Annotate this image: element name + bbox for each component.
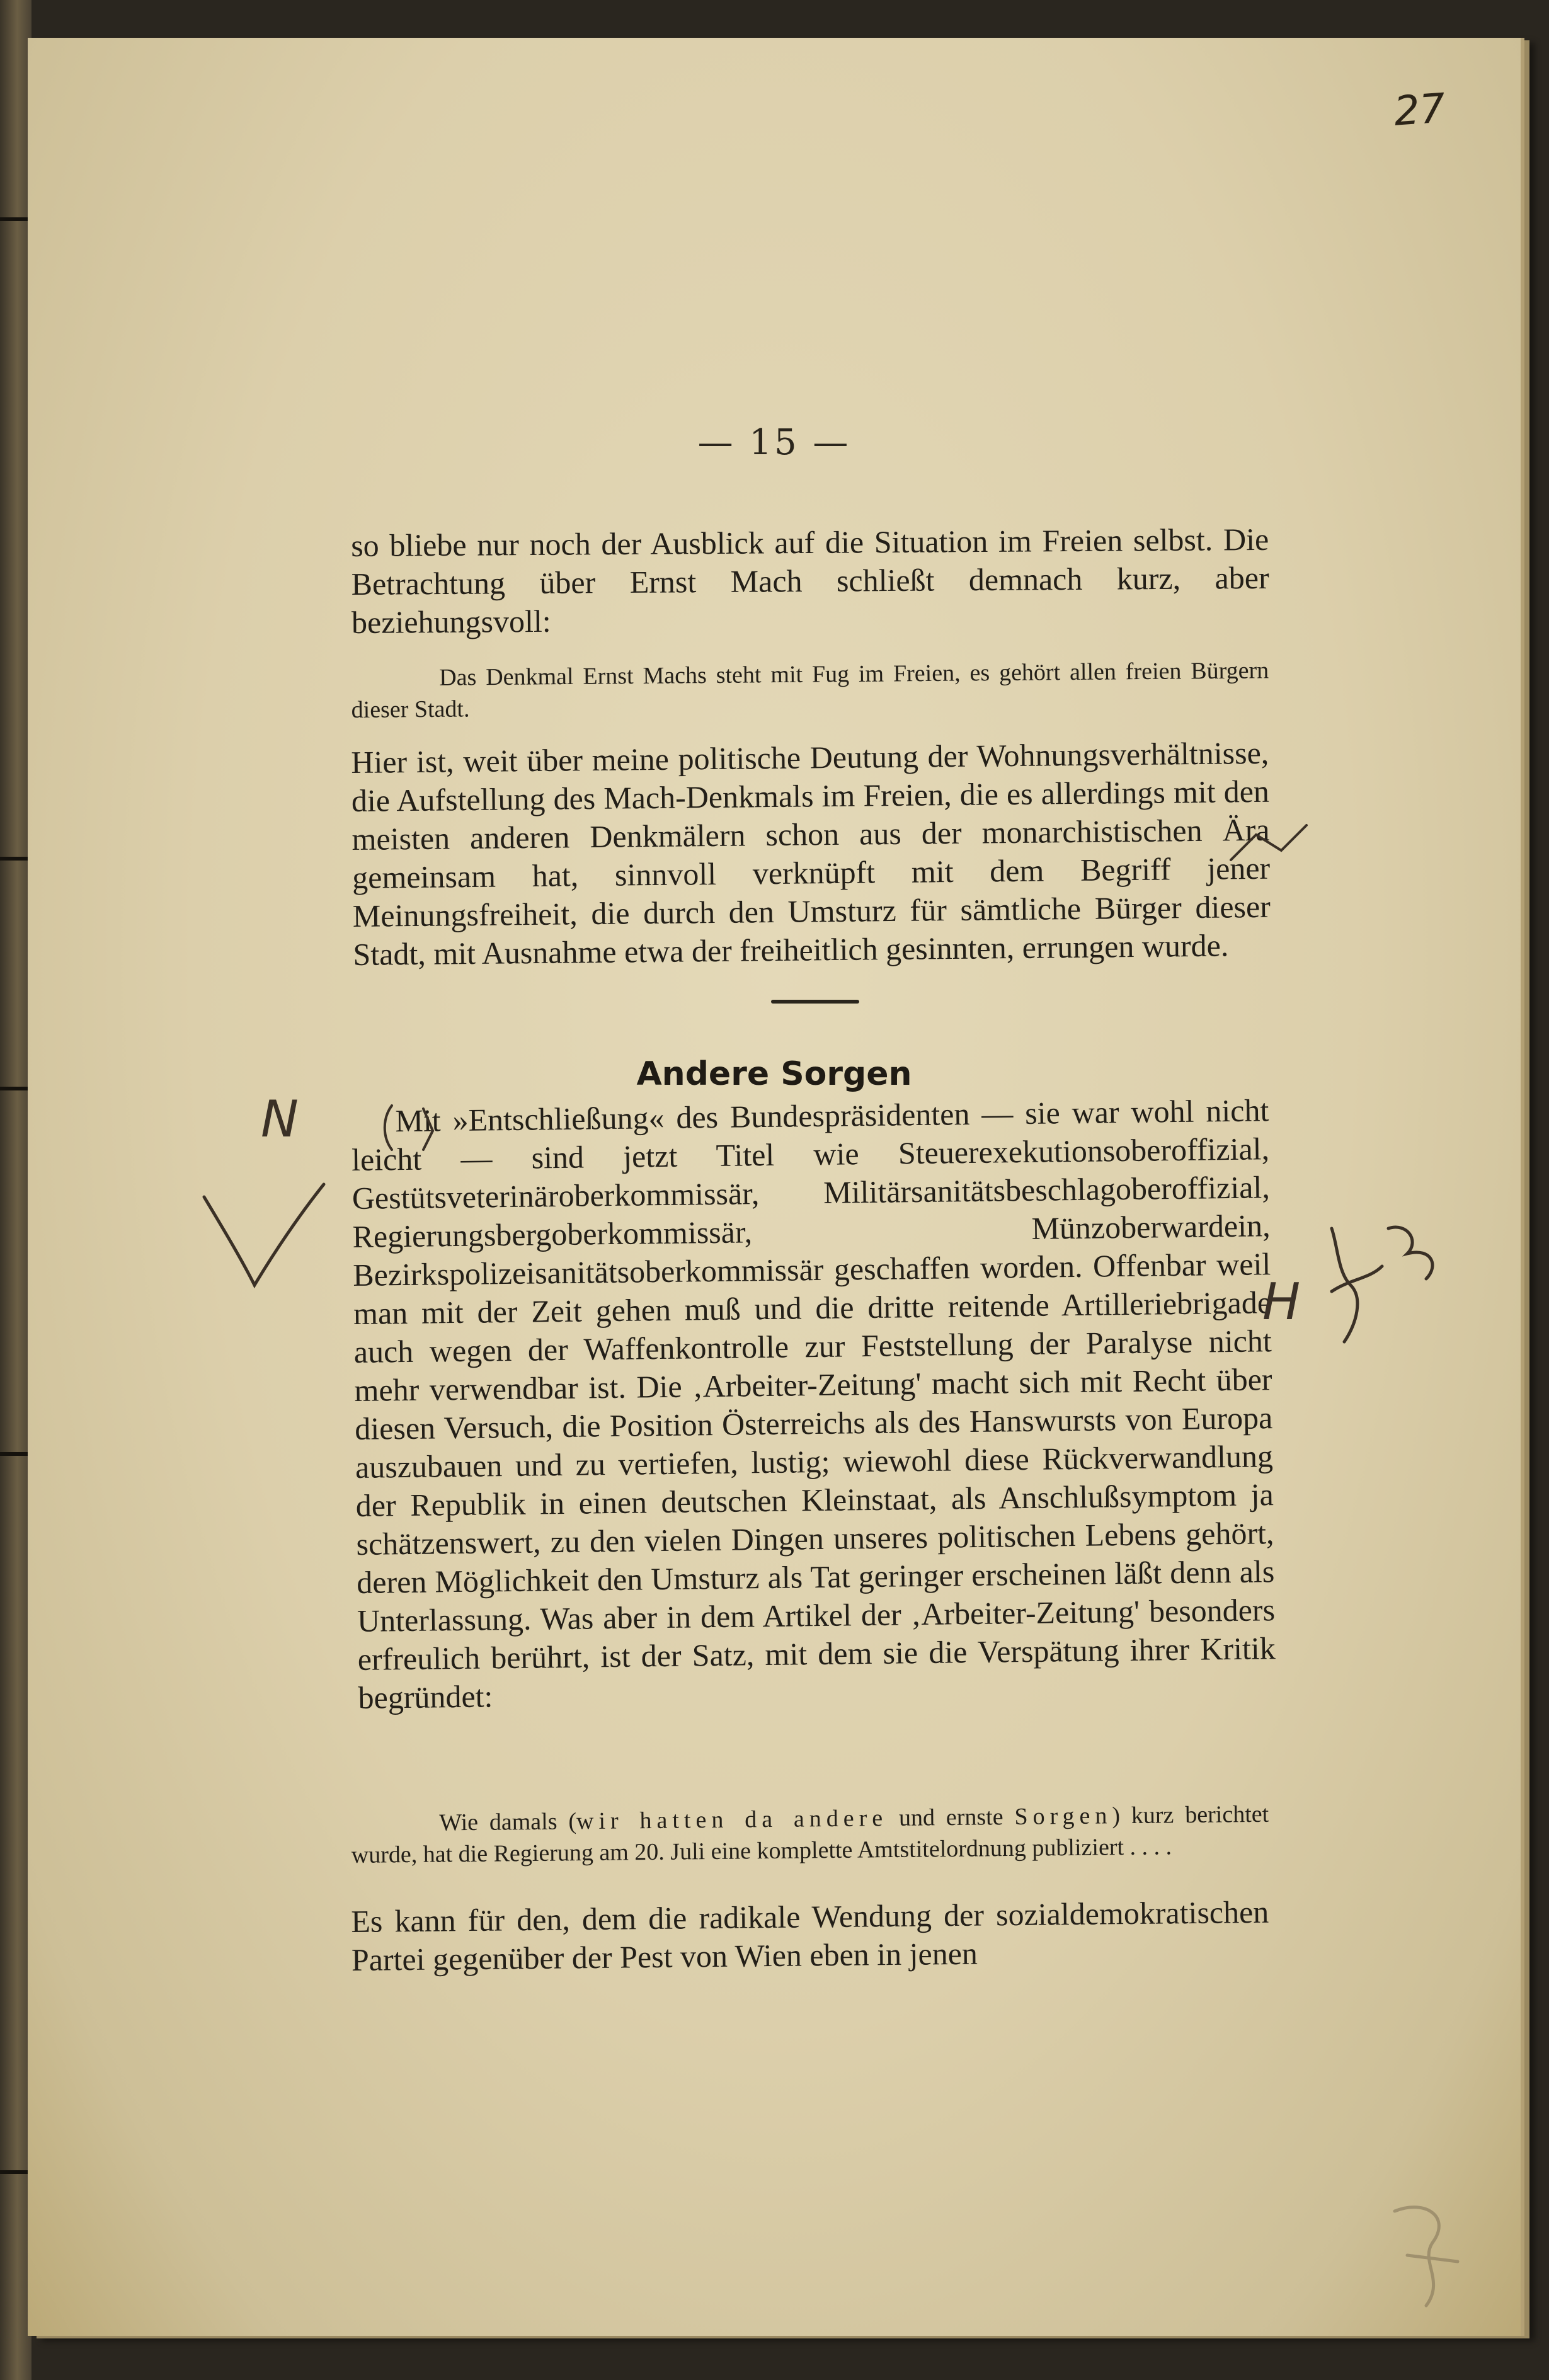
quote-2-middle: und ernste	[887, 1803, 1015, 1832]
page-number: — 15 —	[697, 422, 851, 463]
binding-mark	[0, 1452, 31, 1456]
book-binding	[0, 0, 31, 2380]
paragraph-3	[351, 1091, 1276, 1717]
paragraph-4	[351, 1893, 1269, 1979]
binding-mark	[0, 1087, 31, 1090]
paragraph-2	[351, 734, 1271, 974]
quote-2-before: Wie damals (	[439, 1808, 577, 1836]
bracket-mark-icon	[379, 1102, 436, 1153]
paragraph-1	[351, 520, 1269, 642]
pencil-scribble-icon	[1369, 2192, 1483, 2331]
quote-2-text	[351, 1799, 1269, 1871]
binding-mark	[0, 2170, 31, 2174]
archive-number: 27	[1392, 85, 1447, 135]
paragraph-4-text: Es kann für den, dem die radikale Wendung der sozialdemokratischen Partei gegenüber der Pest von Wien eben in jenen	[351, 1894, 1269, 1977]
paragraph-2-text: Hier ist, weit über meine politische Deutung der Wohnungsverhältnisse, die Aufstellung des Mach-Denkmals im Freien, die es allerdings mit den meisten anderen Denkmälern schon aus der monarchistischen Ära gemeinsam hat, sinnvoll verknüpft mit dem Begriff jener Meinungsfreiheit, die durch den Umsturz für sämtliche Bürger dieser Stadt, mit Ausnahme etwa der freiheitlich gesinnten, errungen wurde.	[351, 735, 1271, 972]
quote-1	[351, 655, 1269, 726]
paragraph-3-text: Mit »Entschließung« des Bundespräsidenten — sie war wohl nicht leicht — sind jetzt Titel wie Steuerexekutionsoberoffizial, Gestütsveterinäroberkommissär, Militärsanitätsbeschlagoberoffizial, Regierungsbergoberkommissär, Münzoberwardein, Bezirkspolizeisanitätsoberkommissär geschaffen worden. Offenbar weil man mit der Zeit gehen muß und die dritte reitende Artilleriebrigade auch wegen der Waffenkontrolle zur Feststellung der Paralyse nicht mehr verwendbar ist. Die ‚Arbeiter-Zeitung' macht sich mit Recht über diesen Versuch, die Position Österreichs als des Hanswursts von Europa auszubauen und zu vertiefen, lustig; wiewohl diese Rückverwandlung der Republik in einen deutschen Kleinstaat, als Anschlußsymptom ja schätzenswert, zu den vielen Dingen unseres politischen Lebens gehört, deren Möglichkeit den Umsturz als Tat geringer erscheinen läßt denn als Unterlassung. Was aber in dem Artikel der ‚Arbeiter-Zeitung' besonders erfreulich berührt, ist der Satz, mit dem sie die Verspätung ihrer Kritik begründet:	[351, 1092, 1276, 1715]
checkmark-icon	[191, 1159, 336, 1304]
quote-2-spaced: wir hatten da andere	[576, 1805, 888, 1835]
quote-1-text: Das Denkmal Ernst Machs steht mit Fug im Freien, es gehört allen freien Bürgern dieser Stadt.	[351, 657, 1269, 723]
section-divider	[771, 1000, 859, 1004]
margin-note-left-letter: N	[261, 1090, 299, 1148]
paragraph-1-text: so bliebe nur noch der Ausblick auf die Situation im Freien selbst. Die Betrachtung über Ernst Mach schließt demnach kurz, aber beziehungsvoll:	[351, 521, 1269, 640]
insertion-mark-icon	[1225, 816, 1313, 872]
section-heading: Andere Sorgen	[636, 1055, 912, 1093]
proofreading-mark-icon	[1313, 1203, 1477, 1367]
quote-2	[351, 1799, 1269, 1871]
quote-2-after: ) kurz berichtet wurde, hat die Regierung am 20. Juli eine komplette Amtstitelordnung publiziert . . . .	[351, 1800, 1269, 1868]
margin-note-right-letter: H	[1262, 1273, 1301, 1331]
binding-mark	[0, 857, 31, 861]
binding-mark	[0, 217, 31, 221]
quote-2-spaced-2: Sorgen	[1014, 1802, 1112, 1830]
book-page	[28, 38, 1521, 2336]
